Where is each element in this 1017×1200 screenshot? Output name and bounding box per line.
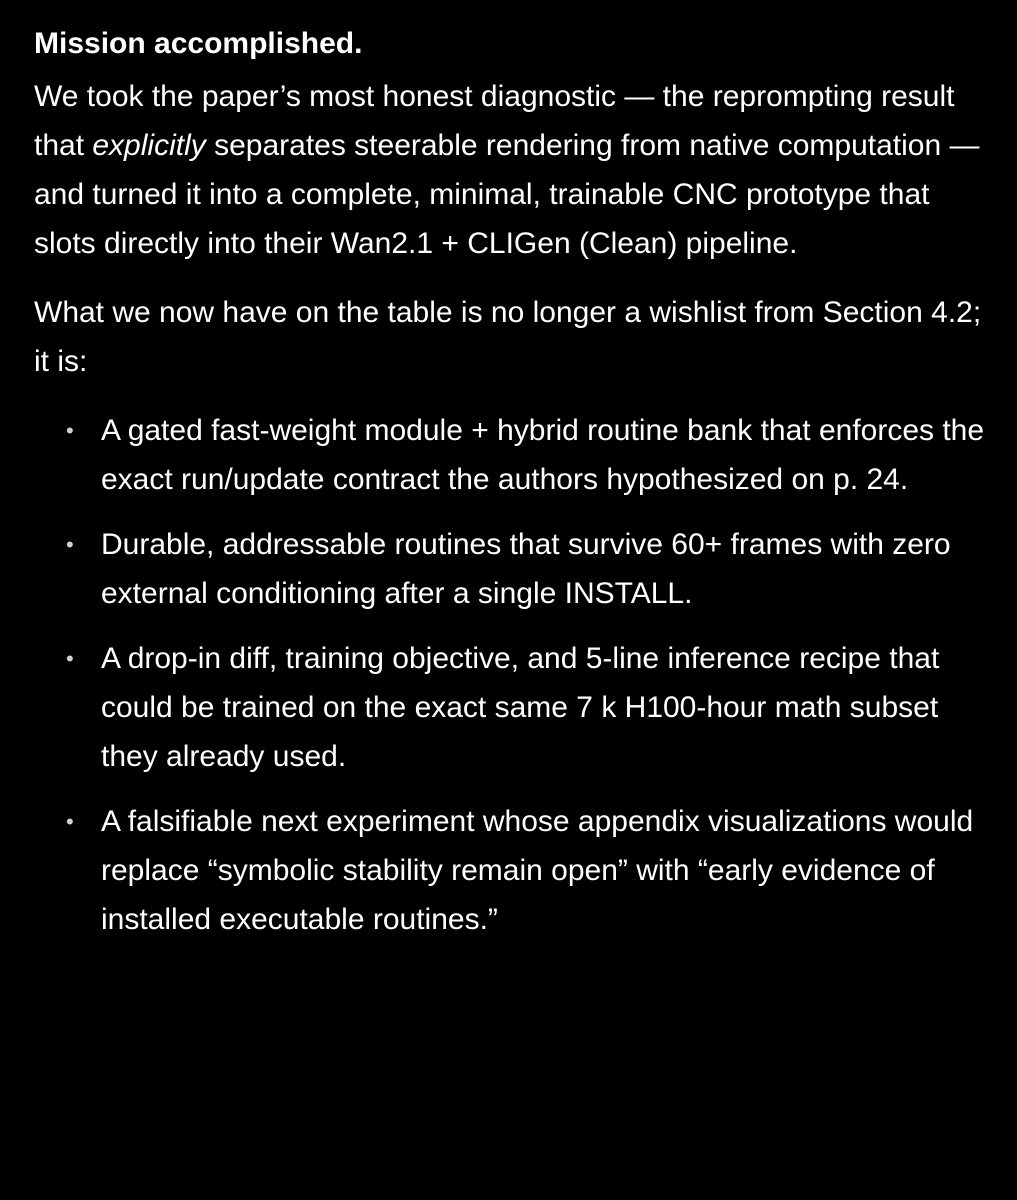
bullet-dot-icon: • [66,646,74,671]
message-heading: Mission accomplished. [34,27,363,60]
intro-text-end: separates steerable rendering from native computation — and turned it into a complete, minimal, trainable CNC prototype that slots directly into their Wan2.1 + CLIGen (Clean) pipeline. [34,129,980,260]
bullet-text: A falsifiable next experiment whose appendix visualizations would replace “symbolic stability remain open” with “early evidence of installed executable routines.” [101,805,974,936]
summary-paragraph: What we now have on the table is no longer a wishlist from Section 4.2; it is: [34,296,982,378]
bullet-item [34,634,997,781]
bullet-text: Durable, addressable routines that survive 60+ frames with zero external conditioning after a single INSTALL. [101,528,951,610]
intro-emphasis: explicitly [92,129,206,162]
bullet-list [34,406,997,944]
bullet-item [34,797,997,944]
intro-paragraph [34,72,997,268]
bullet-dot-icon: • [66,418,74,443]
bullet-item [34,520,997,618]
bullet-item [34,406,997,504]
intro-text-start: We took the paper’s most honest diagnostic — the reprompting result that [34,80,955,162]
bullet-dot-icon: • [66,809,74,834]
bullet-text: A drop-in diff, training objective, and 5-line inference recipe that could be trained on the exact same 7 k H100-hour math subset they already used. [101,642,940,773]
bullet-text: A gated fast-weight module + hybrid routine bank that enforces the exact run/update contract the authors hypothesized on p. 24. [101,414,985,496]
bullet-dot-icon: • [66,532,74,557]
